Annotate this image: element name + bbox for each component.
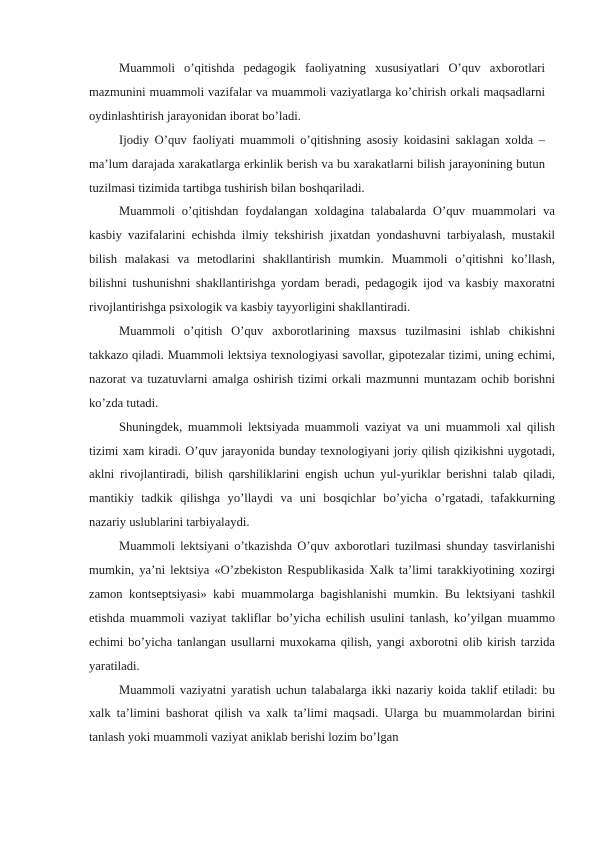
paragraph-5: Shuningdek, muammoli lektsiyada muammoli vaziyat va uni muammoli xal qilish tizimi xam kiradi. O’quv jarayonida bunday texnologiyani joriy qilish qizikishni uygotadi, aklni rivojlantiradi, bilish qarshiliklarini engish uchun yul-yuriklar berishni talab qiladi, mantikiy tadkik qilishga yo’llaydi va uni bosqichlar bo’yicha o’rgatadi, tafakkurning nazariy uslublarini tarbiyalaydi. <box>89 419 555 530</box>
paragraph-4: Muammoli o’qitish O’quv axborotlarining maxsus tuzilmasini ishlab chikishni takkazo qiladi. Muammoli lektsiya texnologiyasi savollar, gipotezalar tizimi, uning echimi, nazorat va tuzatuvlarni amalga oshirish tizimi orkali mazmunni muntazam ochib borishni ko’zda tutadi. <box>89 323 555 410</box>
paragraph-3: Muammoli o’qitishdan foydalangan xoldagina talabalarda O’quv muammolari va kasbiy vazifalarini echishda ilmiy tekshirish jixatdan yondashuvni tarbiyalash, mustakil bilish malakasi va metodlarini shakllantirish mumkin. Muammoli o’qitishni ko’llash, bilishni tushunishni shakllantirishga yordam beradi, pedagogik ijod va kasbiy maxoratni rivojlantirishga psixologik va kasbiy tayyorligini shakllantiradi. <box>89 204 555 315</box>
document-body <box>89 57 555 750</box>
paragraph-1: Muammoli o’qitishda pedagogik faoliyatning xususiyatlari O’quv axborotlari mazmunini muammoli vazifalar va muammoli vaziyatlarga ko’chirish orkali maqsadlarni oydinlashtirish jarayonidan iborat bo’ladi. <box>89 61 545 123</box>
paragraph-7: Muammoli vaziyatni yaratish uchun talabalarga ikki nazariy koida taklif etiladi: bu xalk ta’limini bashorat qilish va xalk ta’limi maqsadi. Ularga bu muammolardan birini tanlash yoki muammoli vaziyat aniklab berishi lozim bo’lgan <box>89 682 555 745</box>
paragraph-6: Muammoli lektsiyani o’tkazishda O’quv axborotlari tuzilmasi shunday tasvirlanishi mumkin, ya’ni lektsiya «O’zbekiston Respublikasida Xalk ta’limi tarakkiyotining xozirgi zamon kontseptsiyasi» kabi muammolarga bagishlanishi mumkin. Bu lektsiyani tashkil etishda muammoli vaziyat takliflar bo’yicha echilish usulini tanlash, ko’yilgan muammo echimi bo’yicha tanlangan usullarni muxokama qilish, yangi axborotni olib kirish tarzida yaratiladi. <box>89 539 555 673</box>
paragraph-2: Ijodiy O’quv faoliyati muammoli o’qitishning asosiy koidasini saklagan xolda – ma’lum darajada xarakatlarga erkinlik berish va bu xarakatlarni bilish jarayonining butun tuzilmasi tizimida tartibga tushirish bilan boshqariladi. <box>89 132 545 195</box>
